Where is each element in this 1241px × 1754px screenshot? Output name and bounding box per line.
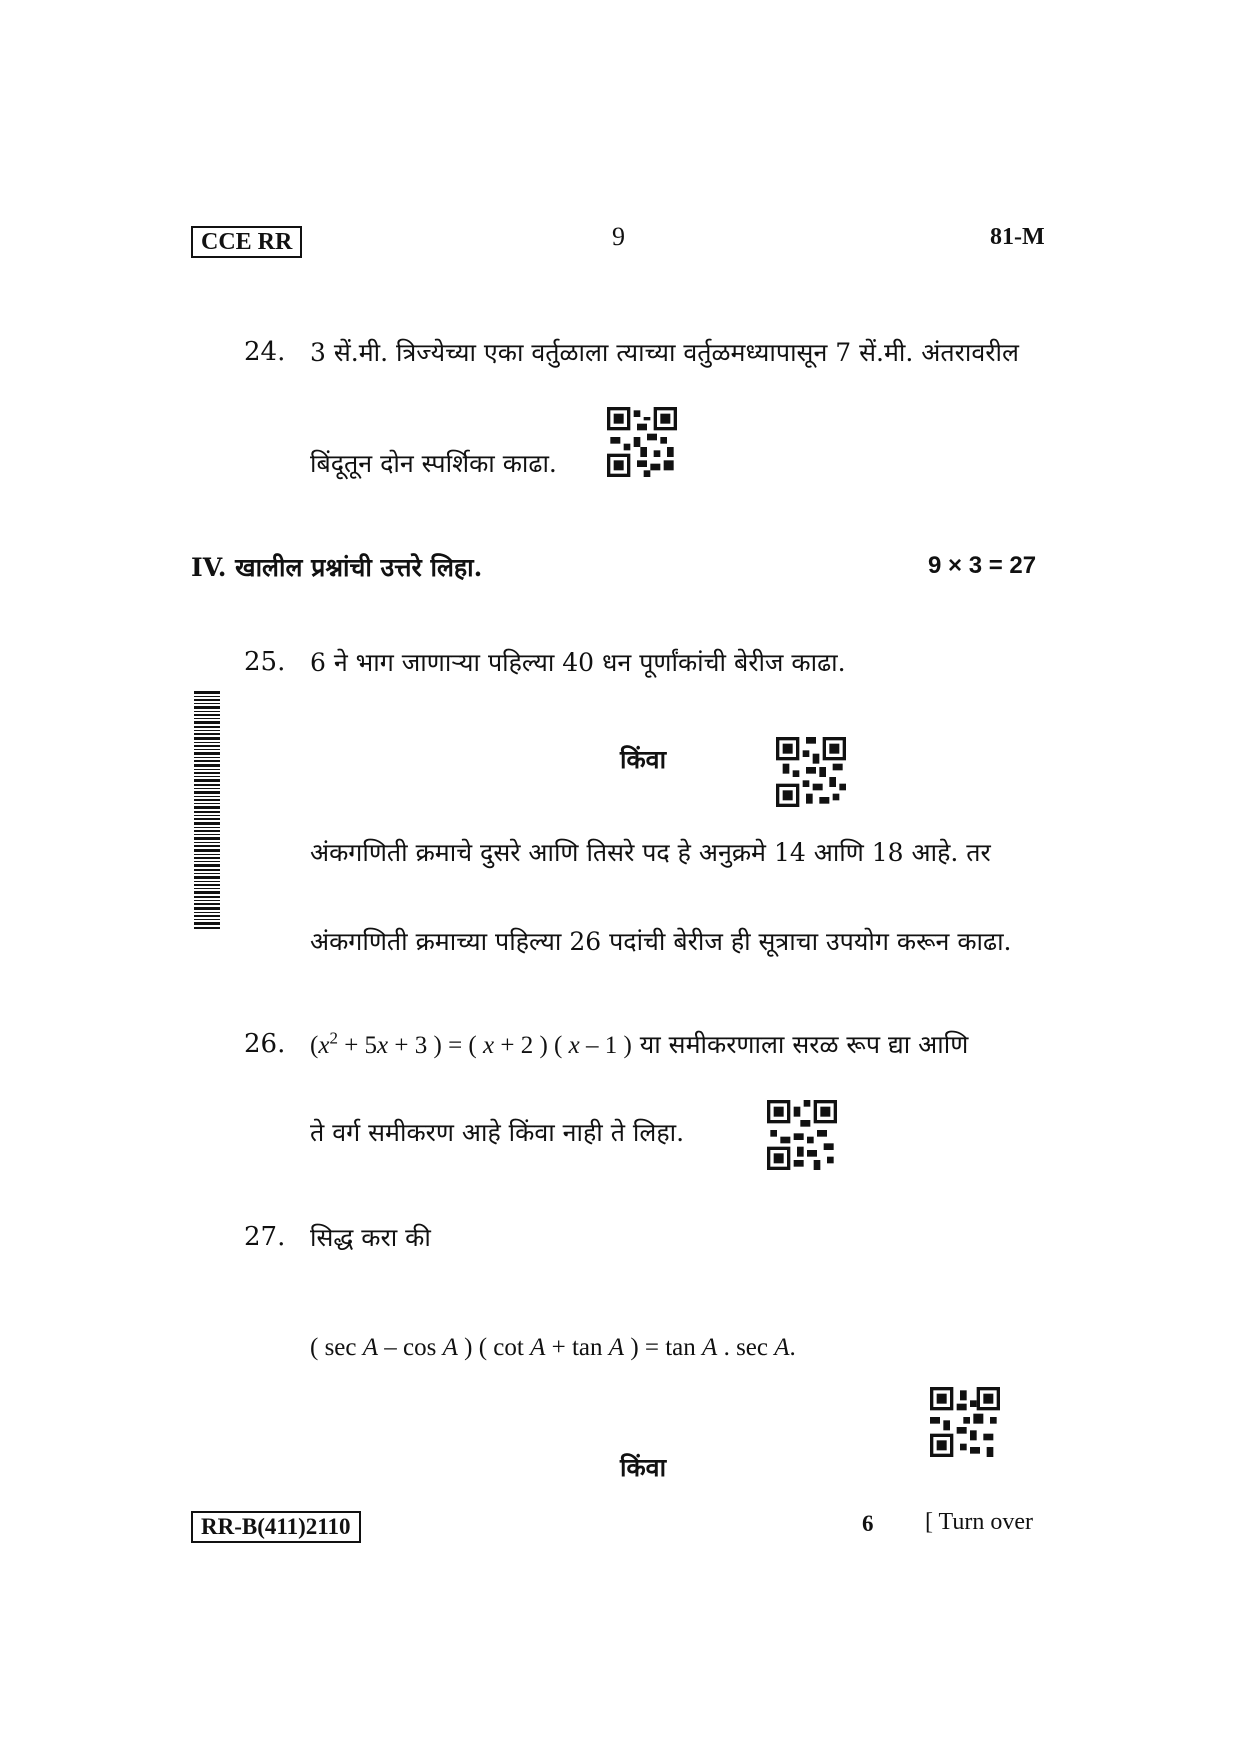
qr-code-icon: [607, 407, 677, 477]
q26-number: 26.: [244, 1029, 286, 1059]
q27-or-label: किंवा: [620, 1453, 667, 1482]
q27-identity: ( sec A – cos A ) ( cot A + tan A ) = tan A . sec A.: [310, 1334, 796, 1361]
q25-alt-line2: अंकगणिती क्रमाच्या पहिल्या 26 पदांची बेरीज ही सूत्राचा उपयोग करून काढा.: [310, 927, 1012, 956]
q26-equation: ($x^2 + 5x + 3$ ) = ( x + 2 ) ( x – 1 ) या समीकरणाला सरळ रूप द्या आणि: [310, 1028, 969, 1059]
footer-page-number: 6: [862, 1511, 874, 1536]
q24-line1: 3 सें.मी. त्रिज्येच्या एका वर्तुळाला त्याच्या वर्तुळमध्यापासून 7 सें.मी. अंतरावरील: [310, 338, 1019, 367]
header-right-code: 81-M: [990, 224, 1045, 250]
q25-text: 6 ने भाग जाणाऱ्या पहिल्या 40 धन पूर्णांकांची बेरीज काढा.: [310, 648, 846, 677]
q25-or-label: किंवा: [620, 745, 667, 774]
qr-code-icon: [776, 737, 846, 807]
footer-code: RR-B(411)2110: [191, 1511, 361, 1543]
q25-alt-line1: अंकगणिती क्रमाचे दुसरे आणि तिसरे पद हे अनुक्रमे 14 आणि 18 आहे. तर: [310, 838, 991, 867]
qr-code-icon: [767, 1100, 837, 1170]
q27-number: 27.: [244, 1222, 286, 1252]
barcode-icon: [194, 691, 220, 929]
q24-line2: बिंदूतून दोन स्पर्शिका काढा.: [310, 449, 557, 478]
section-title: IV. खालील प्रश्नांची उत्तरे लिहा.: [191, 553, 483, 582]
page-number: 9: [612, 222, 625, 251]
footer-turn-over: [ Turn over: [925, 1509, 1034, 1535]
q25-number: 25.: [244, 647, 286, 677]
q27-text: सिद्ध करा की: [310, 1223, 431, 1252]
q26-line2: ते वर्ग समीकरण आहे किंवा नाही ते लिहा.: [310, 1118, 685, 1147]
q24-number: 24.: [244, 337, 286, 367]
section-marks: 9 × 3 = 27: [928, 552, 1037, 579]
qr-code-icon: [930, 1387, 1000, 1457]
header-left-code: CCE RR: [191, 226, 302, 258]
